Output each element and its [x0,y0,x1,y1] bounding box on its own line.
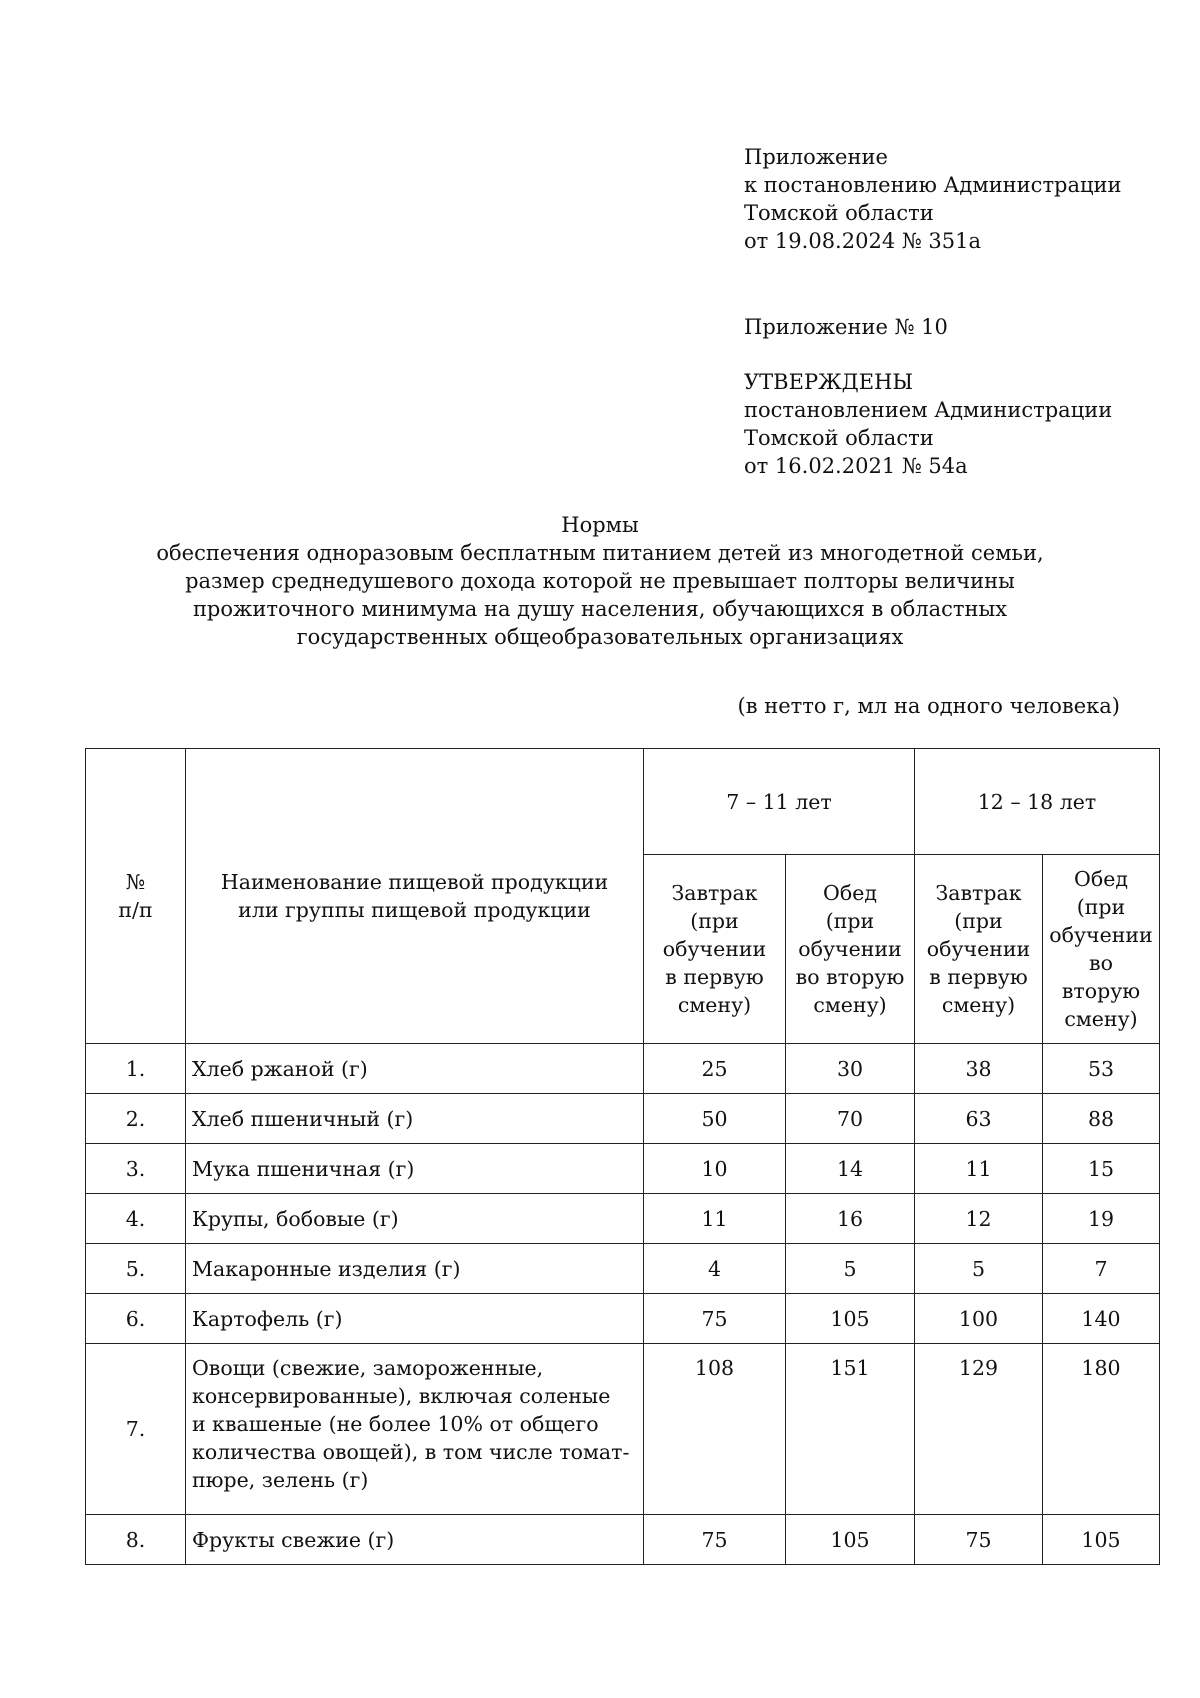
header-sub-line: обучении [798,937,902,961]
value-lunch-12-18: 19 [1043,1194,1160,1244]
value-breakfast-12-18: 12 [915,1194,1043,1244]
table-row [86,1294,1160,1344]
row-number: 6. [86,1294,186,1344]
header-sub-line: во [1089,951,1113,975]
value-lunch-12-18: 180 [1043,1344,1160,1515]
row-number: 8. [86,1515,186,1565]
product-name: Мука пшеничная (г) [186,1144,644,1194]
approved-line: УТВЕРЖДЕНЫ [744,370,914,394]
title-line: обеспечения одноразовым бесплатным питанием детей из многодетной семьи, [156,541,1044,565]
value-breakfast-7-11: 50 [644,1094,786,1144]
value-breakfast-12-18: 5 [915,1244,1043,1294]
value-breakfast-12-18: 11 [915,1144,1043,1194]
approved-line: от 16.02.2021 № 54а [744,454,968,478]
value-lunch-7-11: 105 [786,1294,915,1344]
value-lunch-7-11: 16 [786,1194,915,1244]
attachment-line: от 19.08.2024 № 351а [744,229,981,253]
table-row [86,1194,1160,1244]
value-lunch-7-11: 151 [786,1344,915,1515]
product-name-line: консервированные), включая соленые [192,1384,611,1408]
header-sub-line: (при [690,909,739,933]
table-row [86,1094,1160,1144]
value-breakfast-12-18: 129 [915,1344,1043,1515]
header-sub-line: (при [954,909,1003,933]
product-name: Макаронные изделия (г) [186,1244,644,1294]
header-sub-line: смену) [941,993,1016,1017]
title-line: государственных общеобразовательных организациях [296,625,904,649]
header-sub-line: Обед [1074,867,1128,891]
product-name: Хлеб пшеничный (г) [186,1094,644,1144]
approved-block [744,368,1112,480]
value-breakfast-12-18: 38 [915,1044,1043,1094]
header-sub-line: смену) [677,993,752,1017]
value-breakfast-12-18: 100 [915,1294,1043,1344]
product-name-line: и квашеные (не более 10% от общего [192,1412,599,1436]
header-age-group-12-18: 12 – 18 лет [915,749,1160,855]
product-name-line: Овощи (свежие, замороженные, [192,1356,544,1380]
header-breakfast-7-11 [644,855,786,1044]
header-number-line: п/п [118,898,153,922]
value-breakfast-7-11: 75 [644,1515,786,1565]
value-lunch-12-18: 140 [1043,1294,1160,1344]
value-lunch-12-18: 7 [1043,1244,1160,1294]
value-breakfast-12-18: 75 [915,1515,1043,1565]
value-lunch-12-18: 53 [1043,1044,1160,1094]
value-breakfast-7-11: 10 [644,1144,786,1194]
value-lunch-7-11: 105 [786,1515,915,1565]
title-heading: Нормы [561,513,639,537]
header-sub-line: обучении [926,937,1031,961]
product-name-line: количества овощей), в том числе томат- [192,1440,630,1464]
attachment-line: Томской области [744,201,934,225]
value-breakfast-7-11: 11 [644,1194,786,1244]
header-sub-line: (при [825,909,875,933]
title-line: размер среднедушевого дохода которой не превышает полторы величины [185,569,1015,593]
document-title [140,511,1060,651]
header-sub-line: (при [1076,895,1126,919]
attachment-line: Приложение [744,145,888,169]
row-number: 5. [86,1244,186,1294]
value-lunch-7-11: 30 [786,1044,915,1094]
row-number: 1. [86,1044,186,1094]
row-number: 7. [86,1344,186,1515]
value-lunch-7-11: 70 [786,1094,915,1144]
product-name [186,1344,644,1515]
table-row [86,1244,1160,1294]
header-number-line: № [125,870,146,894]
value-breakfast-7-11: 25 [644,1044,786,1094]
value-breakfast-7-11: 75 [644,1294,786,1344]
value-breakfast-7-11: 4 [644,1244,786,1294]
header-sub-line: смену) [813,993,887,1017]
norms-table [85,748,1160,1565]
header-sub-line: Обед [823,881,877,905]
value-lunch-7-11: 5 [786,1244,915,1294]
header-number [86,749,186,1044]
header-sub-line: Завтрак [671,881,758,905]
row-number: 4. [86,1194,186,1244]
header-sub-line: Завтрак [935,881,1022,905]
row-number: 3. [86,1144,186,1194]
product-name-line: пюре, зелень (г) [192,1468,369,1492]
approved-line: постановлением Администрации [744,398,1113,422]
approved-line: Томской области [744,426,934,450]
header-sub-line: смену) [1064,1007,1138,1031]
header-age-group-7-11: 7 – 11 лет [644,749,915,855]
product-name: Хлеб ржаной (г) [186,1044,644,1094]
header-sub-line: в первую [665,965,764,989]
value-lunch-12-18: 88 [1043,1094,1160,1144]
product-name: Фрукты свежие (г) [186,1515,644,1565]
product-name: Крупы, бобовые (г) [186,1194,644,1244]
title-line: прожиточного минимума на душу населения, обучающихся в областных [192,597,1008,621]
table-row [86,1515,1160,1565]
header-sub-line: во вторую [795,965,905,989]
table-row [86,1144,1160,1194]
header-name-line: или группы пищевой продукции [238,898,591,922]
header-product-name [186,749,644,1044]
header-sub-line: обучении [1049,923,1153,947]
header-breakfast-12-18 [915,855,1043,1044]
header-sub-line: в первую [929,965,1028,989]
attachment-block [744,143,1122,255]
attachment-line: к постановлению Администрации [744,173,1122,197]
header-sub-line: вторую [1061,979,1141,1003]
value-lunch-12-18: 105 [1043,1515,1160,1565]
table-row [86,1044,1160,1094]
units-note: (в нетто г, мл на одного человека) [737,694,1120,718]
product-name: Картофель (г) [186,1294,644,1344]
header-name-line: Наименование пищевой продукции [220,870,609,894]
row-number: 2. [86,1094,186,1144]
table-row [86,1344,1160,1515]
value-lunch-12-18: 15 [1043,1144,1160,1194]
header-lunch-12-18 [1043,855,1160,1044]
value-lunch-7-11: 14 [786,1144,915,1194]
header-lunch-7-11 [786,855,915,1044]
appendix-number: Приложение № 10 [744,315,948,339]
header-sub-line: обучении [662,937,767,961]
value-breakfast-7-11: 108 [644,1344,786,1515]
value-breakfast-12-18: 63 [915,1094,1043,1144]
